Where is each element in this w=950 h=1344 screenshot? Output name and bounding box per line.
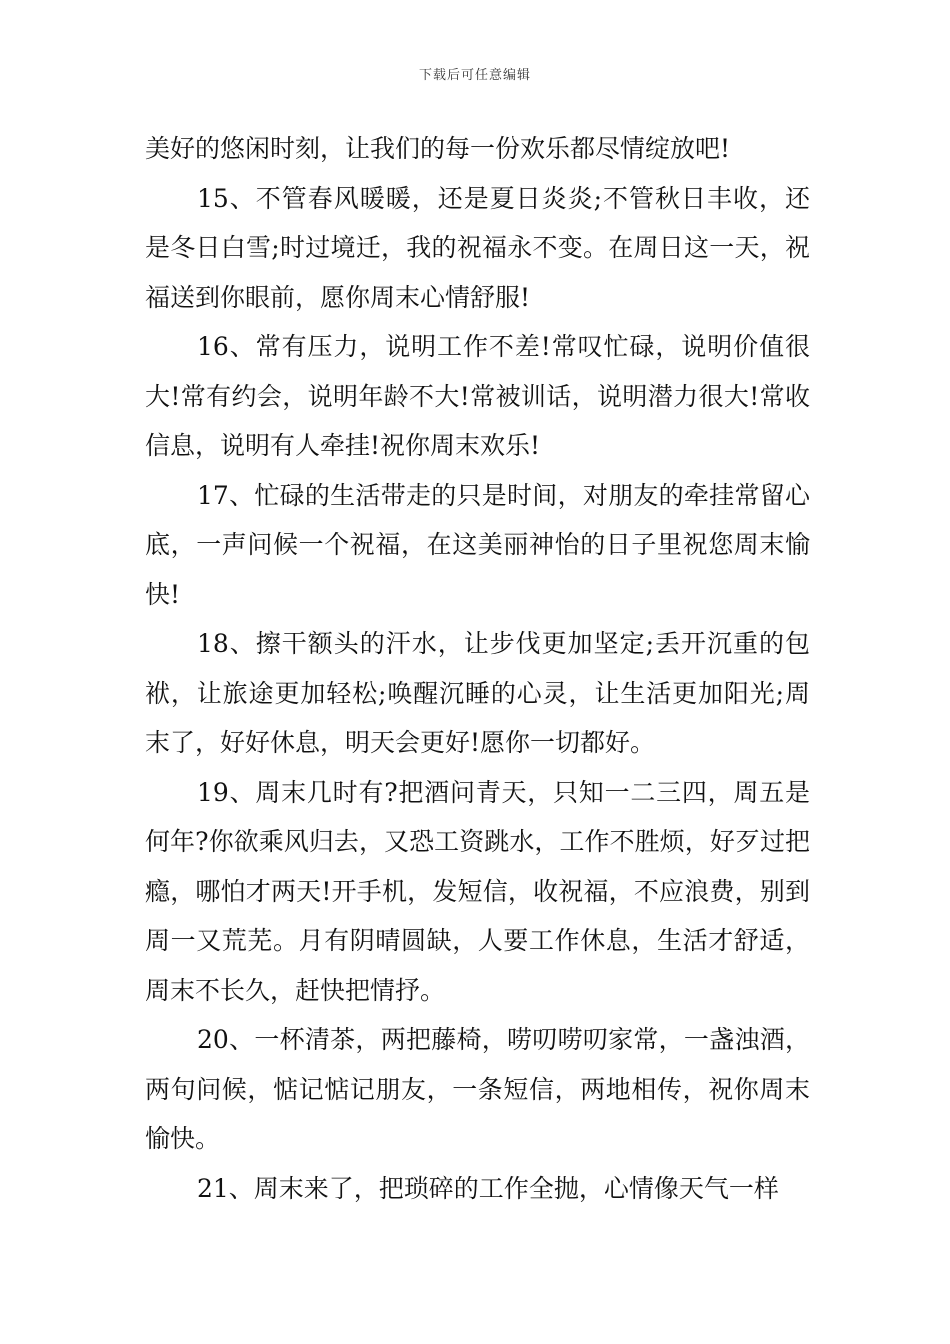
paragraph-15: 15、不管春风暖暖，还是夏日炎炎;不管秋日丰收，还是冬日白雪;时过境迁，我的祝福永不变。在周日这一天，祝福送到你眼前，愿你周末心情舒服! xyxy=(145,183,810,312)
page-header: 下载后可任意编辑 xyxy=(418,68,531,83)
paragraph-20: 20、一杯清茶，两把藤椅，唠叨唠叨家常，一盏浊酒，两句问候，惦记惦记朋友，一条短信，两地相传，祝你周末愉快。 xyxy=(145,1025,810,1153)
paragraph-18: 18、擦干额头的汗水，让步伐更加坚定;丢开沉重的包袱，让旅途更加轻松;唤醒沉睡的心灵，让生活更加阳光;周末了，好好休息，明天会更好!愿你一切都好。 xyxy=(145,629,810,757)
paragraph-continuation: 美好的悠闲时刻，让我们的每一份欢乐都尽情绽放吧! xyxy=(145,134,731,163)
paragraph-21: 21、周末来了，把琐碎的工作全抛，心情像天气一样 xyxy=(197,1173,779,1203)
document-body xyxy=(145,124,810,1213)
paragraph-17: 17、忙碌的生活带走的只是时间，对朋友的牵挂常留心底，一声问候一个祝福，在这美丽神怡的日子里祝您周末愉快! xyxy=(145,480,810,609)
paragraph-19: 19、周末几时有?把酒问青天，只知一二三四，周五是何年?你欲乘风归去，又恐工资跳水，工作不胜烦，好歹过把瘾，哪怕才两天!开手机，发短信，收祝福，不应浪费，别到周一又荒芜。月有阴晴圆缺，人要工作休息，生活才舒适，周末不长久，赶快把情抒。 xyxy=(145,777,810,1005)
paragraph-16: 16、常有压力，说明工作不差!常叹忙碌，说明价值很大!常有约会，说明年龄不大!常被训话，说明潜力很大!常收信息，说明有人牵挂!祝你周末欢乐! xyxy=(145,332,810,460)
